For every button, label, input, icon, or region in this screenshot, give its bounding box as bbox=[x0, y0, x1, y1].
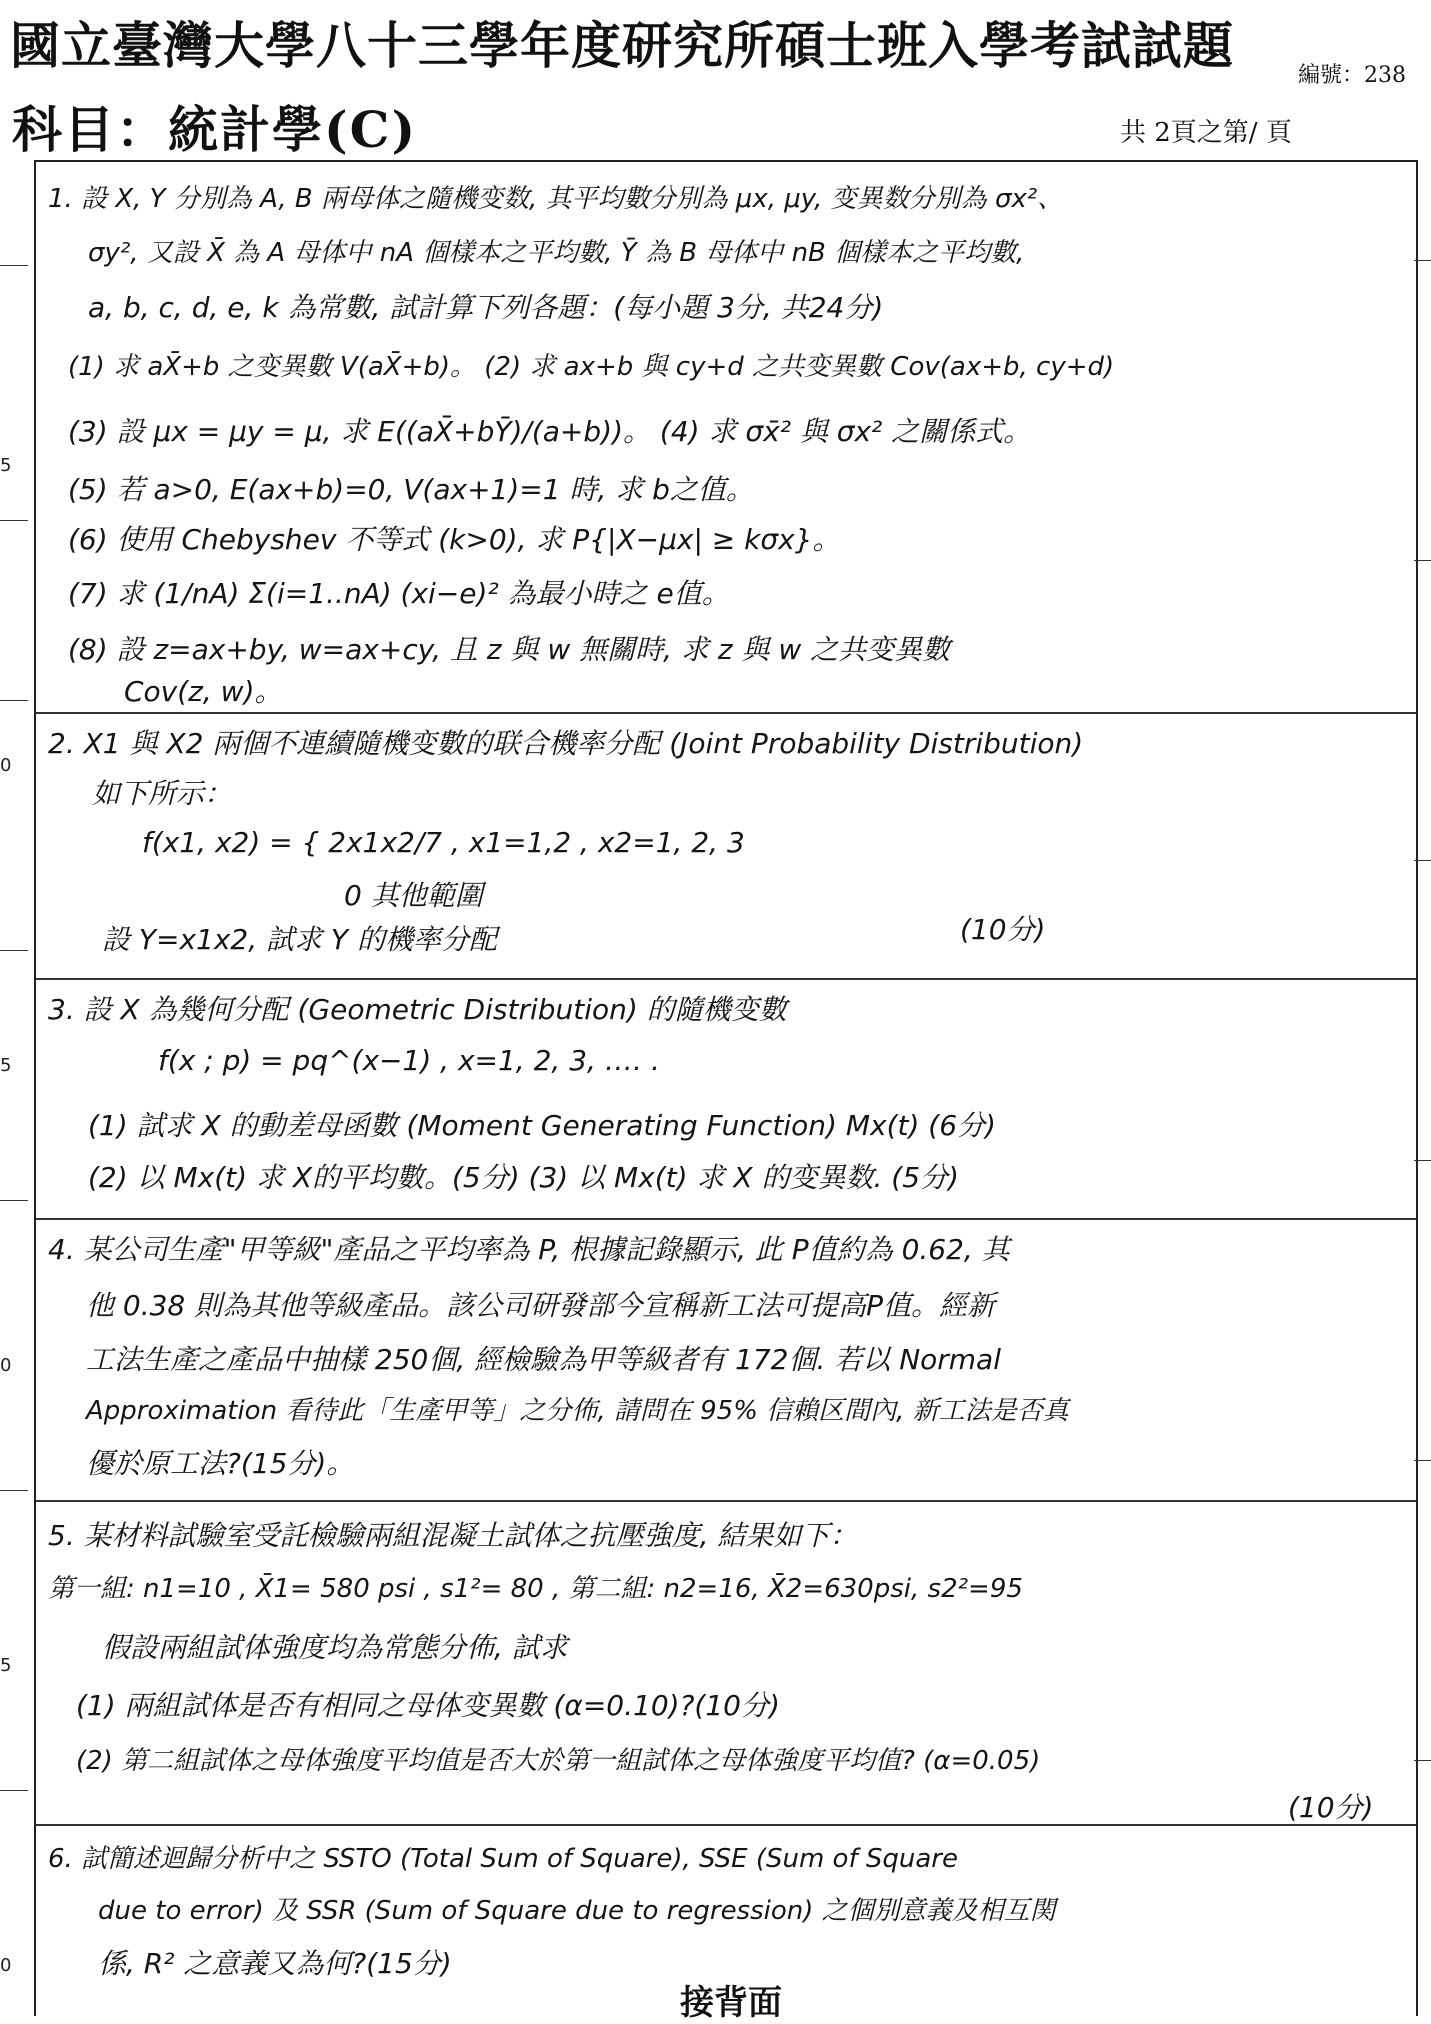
q1-sub-8: (8) 設 z=ax+by, w=ax+cy, 且 z 與 w 無關時, 求 z 與 w 之共变異數 bbox=[68, 633, 951, 666]
q5-sub-1: (1) 兩組試体是否有相同之母体变異數 (α=0.10)?(10分) bbox=[76, 1689, 780, 1722]
margin-tick bbox=[0, 1490, 28, 1491]
q4-line: Approximation 看待此「生產甲等」之分佈, 請問在 95% 信賴区間內, 新工法是否真 bbox=[86, 1396, 1069, 1426]
q3-sub-2-3: (2) 以 Mx(t) 求 X的平均數。(5分) (3) 以 Mx(t) 求 X 的变異数. (5分) bbox=[88, 1161, 959, 1194]
q2-question: 設 Y=x1x2, 試求 Y 的機率分配 bbox=[102, 923, 497, 956]
page-info: 共 2頁之第/ 頁 bbox=[1120, 118, 1292, 148]
margin-number: 5 bbox=[0, 1655, 12, 1676]
q3-pmf: f(x ; p) = pq^(x−1) , x=1, 2, 3, ‥‥ . bbox=[158, 1044, 660, 1077]
margin-number: 5 bbox=[0, 455, 12, 476]
q1-line: a, b, c, d, e, k 為常數, 試計算下列各題：(每小題 3分, 共24分) bbox=[88, 291, 884, 324]
q6-line: due to error) 及 SSR (Sum of Square due to regression) 之個別意義及相互関 bbox=[98, 1896, 1056, 1926]
exam-subject: 科目：統計學(C) bbox=[12, 100, 418, 159]
q1-sub-3-4: (3) 設 μx = μy = μ, 求 E((aX̄+bȲ)/(a+b))。 (4) 求 σx̄² 與 σx² 之關係式。 bbox=[68, 415, 1032, 448]
q2-line: 2. X1 與 X2 兩個不連續隨機变數的联合機率分配 (Joint Probability Distribution) bbox=[48, 727, 1084, 760]
q6-line: 係, R² 之意義又為何?(15分) bbox=[98, 1947, 452, 1980]
margin-tick bbox=[1414, 1160, 1431, 1161]
margin-tick bbox=[1414, 1460, 1431, 1461]
margin-tick bbox=[1414, 1760, 1431, 1761]
q2-formula-else: 0 其他範圍 bbox=[344, 879, 483, 912]
divider bbox=[36, 1218, 1416, 1220]
margin-tick bbox=[0, 1790, 28, 1791]
margin-tick bbox=[1414, 260, 1431, 261]
q1-sub-1-2: (1) 求 aX̄+b 之变異數 V(aX̄+b)。 (2) 求 ax+b 與 cy+d 之共变異數 Cov(ax+b, cy+d) bbox=[68, 352, 1115, 382]
q3-sub-1: (1) 試求 X 的動差母函數 (Moment Generating Function) Mx(t) (6分) bbox=[88, 1109, 996, 1142]
margin-number: 0 bbox=[0, 755, 12, 776]
margin-tick bbox=[0, 265, 28, 266]
q5-line: 假設兩組試体強度均為常態分佈, 試求 bbox=[102, 1631, 568, 1664]
exam-code: 編號：238 bbox=[1298, 63, 1406, 88]
margin-tick bbox=[0, 1200, 28, 1201]
q1-sub-7: (7) 求 (1/nA) Σ(i=1..nA) (xi−e)² 為最小時之 e值。 bbox=[68, 577, 730, 610]
margin-tick bbox=[1414, 560, 1431, 561]
divider bbox=[36, 1500, 1416, 1502]
exam-title: 國立臺灣大學八十三學年度研究所碩士班入學考試試題 bbox=[10, 16, 1234, 75]
divider bbox=[36, 1824, 1416, 1826]
q3-line: 3. 設 X 為幾何分配 (Geometric Distribution) 的隨機变數 bbox=[48, 993, 787, 1026]
q6-line: 6. 試簡述迴歸分析中之 SSTO (Total Sum of Square), SSE (Sum of Square bbox=[48, 1844, 958, 1874]
margin-tick bbox=[0, 700, 28, 701]
q1-sub-8-cont: Cov(z, w)。 bbox=[124, 675, 283, 708]
q1-sub-6: (6) 使用 Chebyshev 不等式 (k>0), 求 P{|X−μx| ≥ kσx}。 bbox=[68, 523, 841, 556]
q1-line: σy², 又設 X̄ 為 A 母体中 nA 個樣本之平均數, Ȳ 為 B 母体中 nB 個樣本之平均數, bbox=[88, 238, 1025, 268]
margin-tick bbox=[0, 950, 28, 951]
q4-line: 優於原工法?(15分)。 bbox=[86, 1447, 355, 1480]
margin-number: 5 bbox=[0, 1055, 12, 1076]
q5-data: 第一組: n1=10 , X̄1= 580 psi , s1²= 80 , 第二組: n2=16, X̄2=630psi, s2²=95 bbox=[48, 1574, 1023, 1604]
q2-line: 如下所示： bbox=[92, 777, 233, 810]
margin-number: 0 bbox=[0, 1955, 12, 1976]
divider bbox=[36, 978, 1416, 980]
turn-over-note: 接背面 bbox=[680, 1983, 782, 2023]
divider bbox=[36, 712, 1416, 714]
q4-line: 他 0.38 則為其他等級產品。該公司研發部今宣稱新工法可提高P值。經新 bbox=[86, 1289, 996, 1322]
q5-sub-2: (2) 第二組試体之母体強度平均值是否大於第一組試体之母体強度平均值? (α=0.05) bbox=[76, 1746, 1041, 1776]
q5-sub-2-score: (10分) bbox=[1288, 1791, 1374, 1824]
q5-line: 5. 某材料試驗室受託檢驗兩組混凝土試体之抗壓強度, 結果如下： bbox=[48, 1519, 858, 1552]
margin-tick bbox=[0, 520, 28, 521]
margin-number: 0 bbox=[0, 1355, 12, 1376]
q1-sub-5: (5) 若 a>0, E(ax+b)=0, V(ax+1)=1 時, 求 b之值。 bbox=[68, 473, 754, 506]
q4-line: 4. 某公司生產"甲等級"產品之平均率為 P, 根據記錄顯示, 此 P值約為 0.62, 其 bbox=[48, 1233, 1010, 1266]
q1-line: 1. 設 X, Y 分別為 A, B 兩母体之隨機变数, 其平均數分別為 μx, μy, 变異数分別為 σx²、 bbox=[48, 184, 1064, 214]
q4-line: 工法生產之產品中抽樣 250個, 經檢驗為甲等級者有 172個. 若以 Normal bbox=[86, 1343, 1001, 1376]
q2-formula: f(x1, x2) = { 2x1x2/7 , x1=1,2 , x2=1, 2, 3 bbox=[142, 826, 745, 859]
q2-score: (10分) bbox=[960, 913, 1046, 946]
margin-tick bbox=[1414, 860, 1431, 861]
